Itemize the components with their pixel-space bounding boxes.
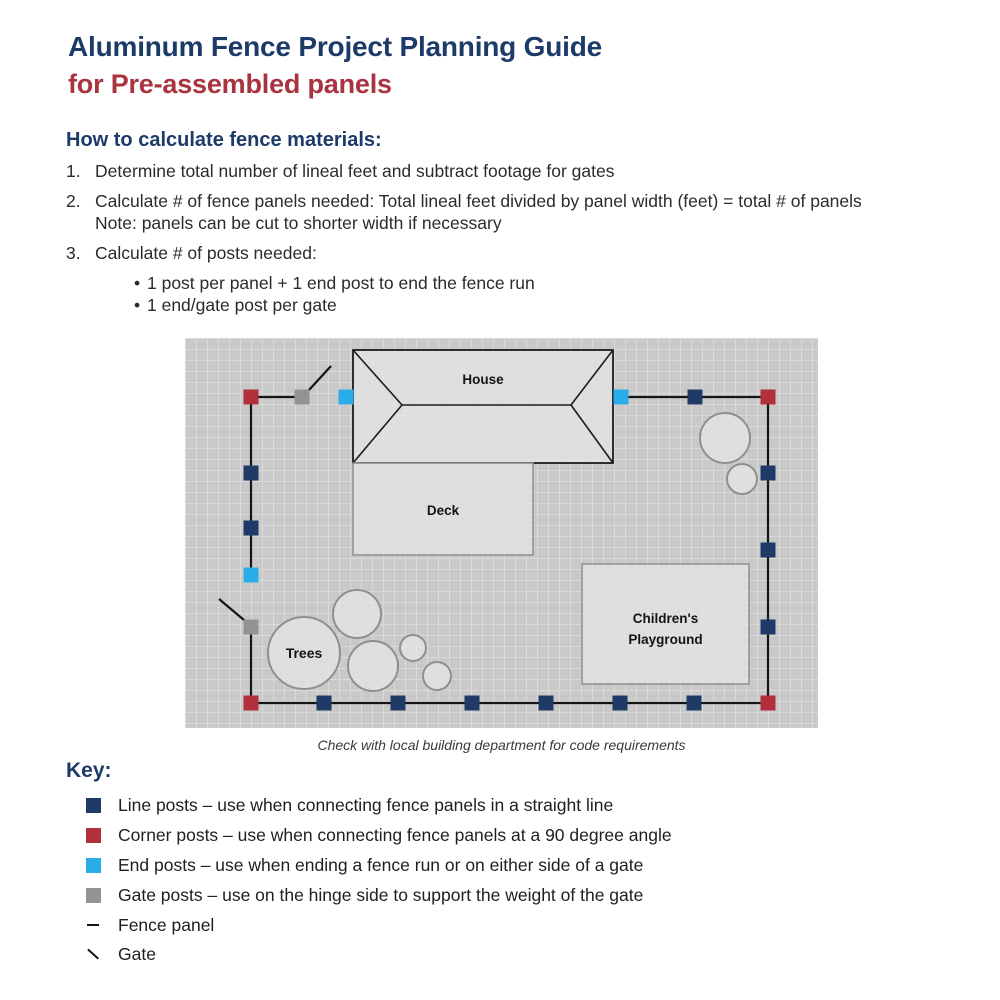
tree-circle (333, 590, 381, 638)
corner-post-icon (86, 828, 101, 843)
site-plan-svg (185, 338, 818, 728)
line-post (613, 696, 628, 711)
gate-post-icon (86, 888, 101, 903)
bullet-1 (134, 272, 956, 294)
key-row-gate-posts (86, 880, 672, 910)
corner-post (244, 696, 259, 711)
key-heading: Key: (66, 759, 112, 782)
step-2-text (95, 190, 956, 234)
key-row-fence-panel (86, 910, 672, 940)
diagram-caption: Check with local building department for code requirements (317, 737, 686, 753)
key-label-end-posts: End posts – use when ending a fence run or on either side of a gate (118, 854, 644, 875)
corner-post (244, 390, 259, 405)
page-subtitle: for Pre-assembled panels (68, 69, 392, 99)
tree-circle (700, 413, 750, 463)
line-post (244, 521, 259, 536)
house-label: House (462, 372, 504, 387)
deck-label: Deck (426, 503, 460, 518)
line-post (761, 620, 776, 635)
bullet-icon: • (134, 273, 141, 293)
key-row-corner-posts (86, 821, 672, 851)
fence-panel-icon (86, 918, 101, 933)
step-2-line1: Calculate # of fence panels needed: Total lineal feet divided by panel width (feet) = total # of panels (95, 191, 862, 211)
key-label-gate: Gate (118, 944, 156, 965)
line-post (317, 696, 332, 711)
line-post (391, 696, 406, 711)
bullet-icon: • (134, 295, 141, 315)
tree-circle (423, 662, 451, 690)
line-post (687, 696, 702, 711)
gate-post (295, 390, 310, 405)
instruction-steps (66, 160, 956, 316)
end-post (339, 390, 354, 405)
line-post (244, 466, 259, 481)
step-3-number: 3. (66, 243, 81, 263)
bullet-2 (134, 294, 956, 316)
step-1 (66, 160, 956, 182)
key-row-line-posts (86, 791, 672, 821)
gate-swing-line (309, 366, 331, 390)
step-3 (66, 242, 956, 264)
step-3-bullets (66, 272, 956, 316)
gate-icon (86, 947, 101, 962)
step-3-text: Calculate # of posts needed: (95, 243, 317, 263)
corner-post (761, 696, 776, 711)
key-label-gate-posts: Gate posts – use on the hinge side to support the weight of the gate (118, 884, 644, 905)
key-list (86, 791, 672, 970)
howto-heading: How to calculate fence materials: (66, 129, 382, 151)
step-2-note: Note: panels can be cut to shorter width if necessary (95, 213, 502, 233)
line-post (761, 543, 776, 558)
key-label-line-posts: Line posts – use when connecting fence panels in a straight line (118, 795, 614, 816)
key-label-corner-posts: Corner posts – use when connecting fence panels at a 90 degree angle (118, 825, 672, 846)
trees-label: Trees (285, 645, 323, 661)
playground-label-line2: Playground (628, 632, 703, 647)
key-row-end-posts (86, 851, 672, 881)
end-post-icon (86, 858, 101, 873)
step-1-number: 1. (66, 161, 81, 181)
line-post-icon (86, 798, 101, 813)
line-post (465, 696, 480, 711)
end-post (244, 568, 259, 583)
playground-label-line1: Children's (632, 611, 699, 626)
bullet-2-text: 1 end/gate post per gate (147, 295, 337, 315)
gate-post (244, 620, 259, 635)
line-post (761, 466, 776, 481)
key-row-gate (86, 940, 672, 970)
tree-circle (727, 464, 757, 494)
line-post (688, 390, 703, 405)
tree-circle (348, 641, 398, 691)
key-label-fence-panel: Fence panel (118, 914, 215, 935)
step-1-text: Determine total number of lineal feet and subtract footage for gates (95, 161, 615, 181)
site-plan-diagram (185, 338, 818, 728)
bullet-1-text: 1 post per panel + 1 end post to end the fence run (147, 273, 535, 293)
corner-post (761, 390, 776, 405)
tree-circle (400, 635, 426, 661)
page-title: Aluminum Fence Project Planning Guide (68, 31, 603, 62)
house-outline (353, 350, 613, 463)
gate-swing-line (219, 599, 244, 620)
end-post (614, 390, 629, 405)
step-2-number: 2. (66, 191, 81, 211)
line-post (539, 696, 554, 711)
step-2 (66, 190, 956, 234)
